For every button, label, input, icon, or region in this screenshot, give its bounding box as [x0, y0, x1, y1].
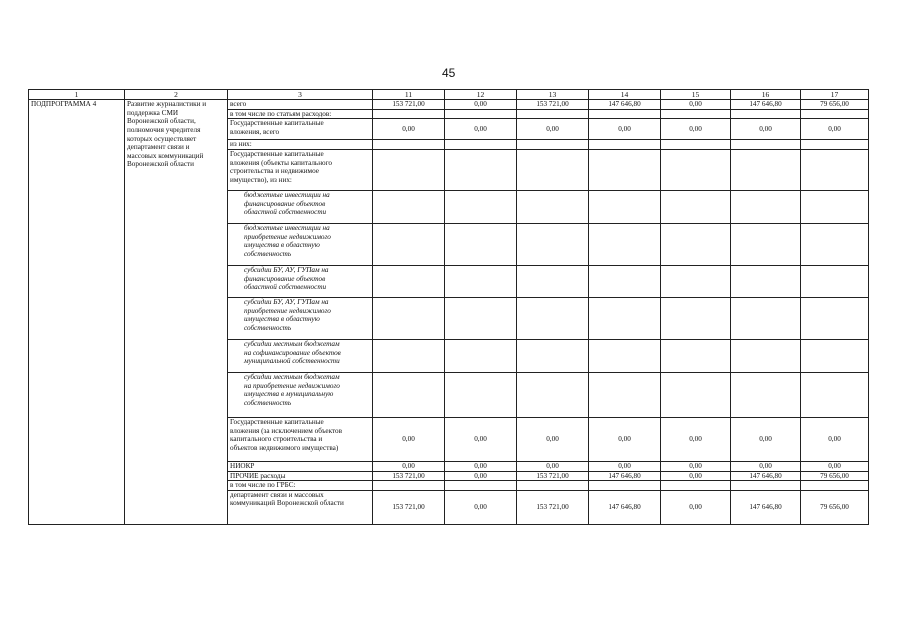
value-cell [589, 190, 661, 223]
value-cell [517, 109, 589, 119]
value-cell [801, 297, 869, 339]
value-cell [801, 481, 869, 491]
header-cell: 14 [589, 90, 661, 100]
value-cell [801, 149, 869, 190]
value-cell: 0,00 [445, 471, 517, 481]
value-cell: 0,00 [801, 119, 869, 140]
value-cell: 147 646,80 [589, 471, 661, 481]
value-cell: 147 646,80 [731, 471, 801, 481]
page-number: 45 [442, 66, 456, 80]
value-cell [801, 140, 869, 150]
value-cell [801, 265, 869, 297]
value-cell [589, 109, 661, 119]
value-cell: 0,00 [661, 417, 731, 461]
value-cell [445, 297, 517, 339]
value-cell: 79 656,00 [801, 490, 869, 524]
value-cell [373, 297, 445, 339]
row-label: из них: [228, 140, 373, 150]
value-cell: 0,00 [445, 490, 517, 524]
value-cell [373, 339, 445, 372]
program-description: Развитие журналистики и поддержка СМИ Воронежской области, полномочия учредителя которых осуществляет департамент связи и массовых коммуникаций Воронежской области [125, 100, 228, 525]
value-cell [661, 481, 731, 491]
value-cell: 0,00 [661, 119, 731, 140]
value-cell: 153 721,00 [517, 490, 589, 524]
value-cell: 0,00 [517, 417, 589, 461]
value-cell [731, 297, 801, 339]
value-cell: 0,00 [661, 100, 731, 110]
value-cell [373, 223, 445, 265]
value-cell: 0,00 [373, 461, 445, 471]
value-cell [661, 297, 731, 339]
row-label: субсидии БУ, АУ, ГУПам на приобретение недвижимого имущества в областную собственность [228, 297, 373, 339]
header-cell: 12 [445, 90, 517, 100]
value-cell [373, 109, 445, 119]
value-cell [801, 109, 869, 119]
value-cell [517, 339, 589, 372]
value-cell [373, 372, 445, 417]
value-cell [445, 481, 517, 491]
row-label: ПРОЧИЕ расходы [228, 471, 373, 481]
value-cell [731, 190, 801, 223]
value-cell: 0,00 [731, 417, 801, 461]
value-cell [517, 190, 589, 223]
value-cell: 147 646,80 [731, 100, 801, 110]
row-label: бюджетные инвестиции на приобретение недвижимого имущества в областную собственность [228, 223, 373, 265]
value-cell [801, 190, 869, 223]
value-cell [801, 372, 869, 417]
value-cell [445, 140, 517, 150]
value-cell: 79 656,00 [801, 471, 869, 481]
value-cell: 0,00 [661, 461, 731, 471]
value-cell [373, 481, 445, 491]
value-cell [661, 109, 731, 119]
value-cell [445, 149, 517, 190]
header-cell: 15 [661, 90, 731, 100]
value-cell: 0,00 [731, 461, 801, 471]
value-cell [731, 223, 801, 265]
value-cell: 0,00 [661, 490, 731, 524]
value-cell: 0,00 [589, 119, 661, 140]
value-cell [373, 265, 445, 297]
value-cell [589, 223, 661, 265]
value-cell: 0,00 [801, 417, 869, 461]
value-cell [661, 339, 731, 372]
header-cell: 1 [29, 90, 125, 100]
value-cell: 147 646,80 [589, 490, 661, 524]
value-cell: 0,00 [731, 119, 801, 140]
value-cell [445, 109, 517, 119]
value-cell [731, 149, 801, 190]
value-cell [731, 372, 801, 417]
value-cell: 0,00 [661, 471, 731, 481]
header-cell: 2 [125, 90, 228, 100]
value-cell [801, 339, 869, 372]
row-label: субсидии БУ, АУ, ГУПам на финансирование объектов областной собственности [228, 265, 373, 297]
value-cell [517, 297, 589, 339]
value-cell [731, 339, 801, 372]
value-cell [731, 140, 801, 150]
value-cell: 79 656,00 [801, 100, 869, 110]
row-label: Государственные капитальные вложения, всего [228, 119, 373, 140]
header-row [29, 90, 869, 100]
value-cell [731, 265, 801, 297]
row-label: в том числе по статьям расходов: [228, 109, 373, 119]
value-cell [661, 140, 731, 150]
value-cell [517, 223, 589, 265]
row-label: субсидии местным бюджетам на приобретение недвижимого имущества в муниципальную собственность [228, 372, 373, 417]
value-cell [373, 190, 445, 223]
value-cell [661, 190, 731, 223]
row-label: Государственные капитальные вложения (за исключением объектов капитального строительства и объектов недвижимого имущества) [228, 417, 373, 461]
value-cell: 153 721,00 [373, 100, 445, 110]
value-cell [589, 265, 661, 297]
value-cell: 0,00 [801, 461, 869, 471]
value-cell [445, 339, 517, 372]
value-cell [517, 265, 589, 297]
value-cell [661, 265, 731, 297]
value-cell: 0,00 [589, 417, 661, 461]
value-cell [517, 149, 589, 190]
row-label: департамент связи и массовых коммуникаций Воронежской области [228, 490, 373, 524]
value-cell: 153 721,00 [517, 471, 589, 481]
value-cell [801, 223, 869, 265]
value-cell [517, 481, 589, 491]
value-cell: 0,00 [445, 461, 517, 471]
row-label: субсидии местным бюджетам на софинансирование объектов муниципальной собственности [228, 339, 373, 372]
value-cell: 0,00 [517, 461, 589, 471]
value-cell [589, 339, 661, 372]
value-cell [661, 372, 731, 417]
header-cell: 3 [228, 90, 373, 100]
value-cell [589, 140, 661, 150]
value-cell [445, 265, 517, 297]
row-label: всего [228, 100, 373, 110]
value-cell: 0,00 [445, 119, 517, 140]
header-cell: 13 [517, 90, 589, 100]
value-cell [445, 223, 517, 265]
value-cell [589, 372, 661, 417]
value-cell [661, 149, 731, 190]
value-cell [517, 140, 589, 150]
header-cell: 16 [731, 90, 801, 100]
value-cell [373, 140, 445, 150]
value-cell: 0,00 [373, 119, 445, 140]
table-row [29, 100, 869, 110]
row-label: НИОКР [228, 461, 373, 471]
value-cell: 0,00 [517, 119, 589, 140]
value-cell: 0,00 [589, 461, 661, 471]
value-cell [517, 372, 589, 417]
row-label: Государственные капитальные вложения (объекты капитального строительства и недвижимое имущество), из них: [228, 149, 373, 190]
value-cell [661, 223, 731, 265]
program-name: ПОДПРОГРАММА 4 [29, 100, 125, 525]
header-cell: 11 [373, 90, 445, 100]
value-cell [445, 190, 517, 223]
value-cell [445, 372, 517, 417]
value-cell: 0,00 [445, 100, 517, 110]
header-cell: 17 [801, 90, 869, 100]
value-cell: 153 721,00 [373, 471, 445, 481]
value-cell [589, 297, 661, 339]
value-cell [731, 481, 801, 491]
value-cell: 147 646,80 [589, 100, 661, 110]
value-cell [731, 109, 801, 119]
value-cell: 147 646,80 [731, 490, 801, 524]
budget-table [28, 89, 869, 525]
value-cell [373, 149, 445, 190]
row-label: бюджетные инвестиции на финансирование объектов областной собственности [228, 190, 373, 223]
row-label: в том числе по ГРБС: [228, 481, 373, 491]
value-cell: 0,00 [445, 417, 517, 461]
value-cell: 153 721,00 [517, 100, 589, 110]
value-cell [589, 481, 661, 491]
value-cell: 0,00 [373, 417, 445, 461]
value-cell: 153 721,00 [373, 490, 445, 524]
value-cell [589, 149, 661, 190]
